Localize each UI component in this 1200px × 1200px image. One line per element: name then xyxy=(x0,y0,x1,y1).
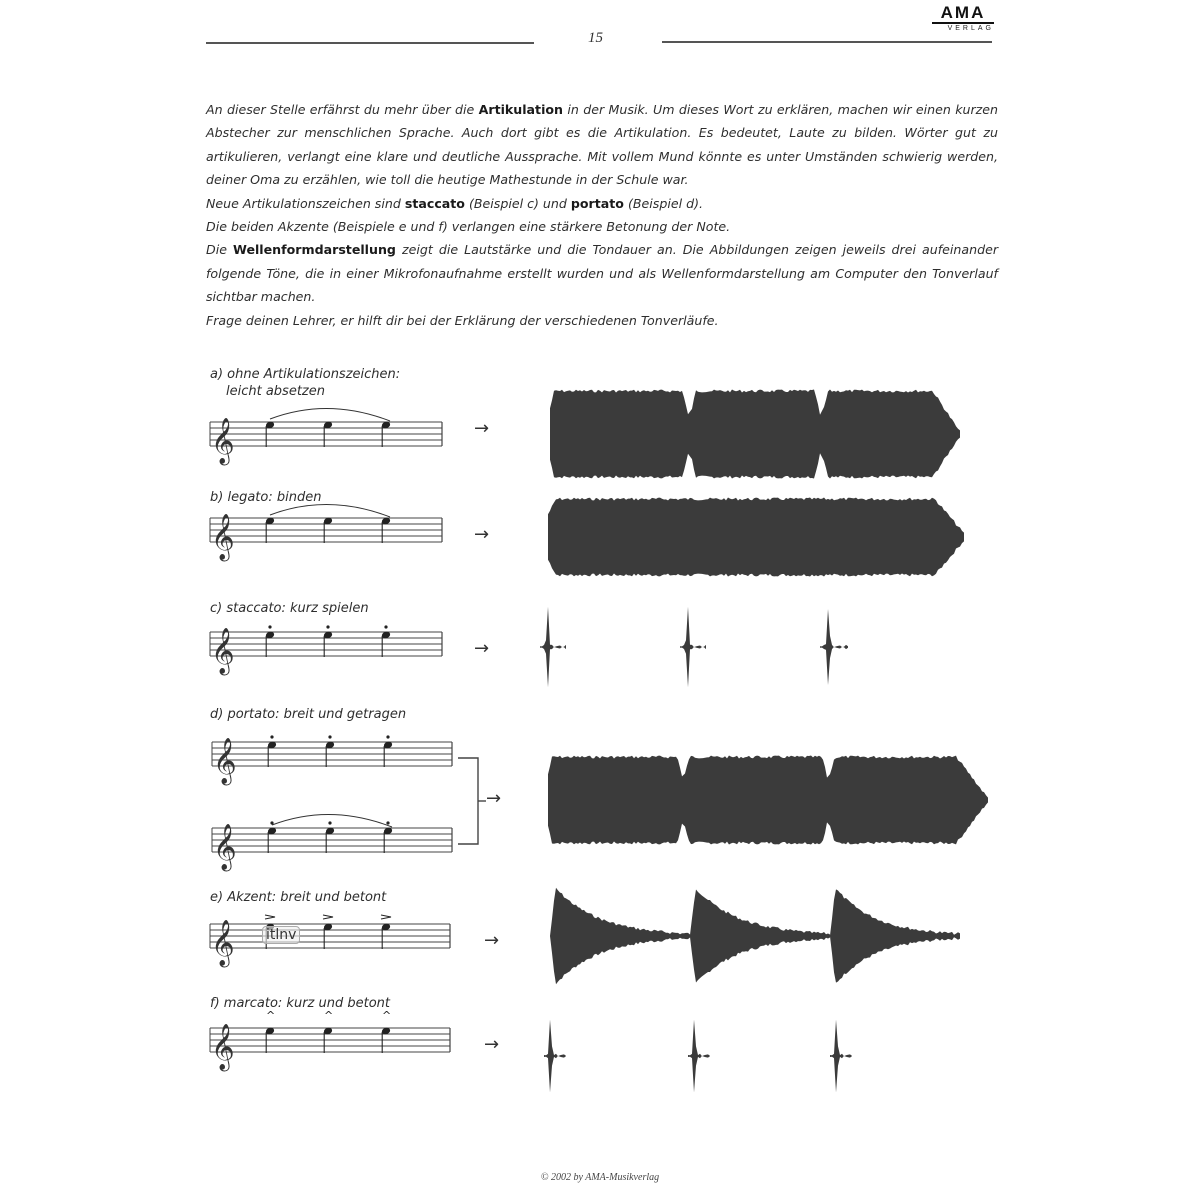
treble-clef-icon: 𝄞 xyxy=(213,824,237,870)
staccato-dot xyxy=(384,625,387,628)
treble-clef-icon: 𝄞 xyxy=(211,628,235,674)
example-a-label: a) ohne Artikulationszeichen: xyxy=(210,367,401,382)
staccato-dot xyxy=(328,821,331,824)
waveform-tone-1 xyxy=(540,607,566,687)
treble-clef-icon: 𝄞 xyxy=(211,418,235,464)
treble-clef-icon: 𝄞 xyxy=(211,920,235,966)
arrow-c: → xyxy=(474,638,490,659)
staff-d1 xyxy=(212,730,460,790)
copyright-footer: © 2002 by AMA-Musikverlag xyxy=(540,1172,660,1183)
waveform-tone-1 xyxy=(544,1020,566,1093)
waveform-legato xyxy=(540,497,970,577)
example-c-label: c) staccato: kurz spielen xyxy=(210,601,369,616)
waveform-tone-2 xyxy=(688,1020,710,1093)
example-f-label: f) marcato: kurz und betont xyxy=(210,996,391,1011)
marcato-mark: ^ xyxy=(324,1009,334,1022)
arrow-a: → xyxy=(474,418,490,439)
slur xyxy=(272,814,392,827)
arrow-d: → xyxy=(486,788,502,809)
intro-text xyxy=(206,98,998,332)
arrow-f: → xyxy=(484,1034,500,1055)
waveform-staccato xyxy=(536,602,966,692)
waveform-tone-3 xyxy=(820,609,848,685)
intro-paragraph-3: Die beiden Akzente (Beispiele e und f) verlangen eine stärkere Betonung der Note. xyxy=(206,219,731,235)
arrow-b: → xyxy=(474,524,490,545)
waveform-tone-3 xyxy=(830,1020,852,1093)
slur xyxy=(270,408,390,421)
waveform-marcato xyxy=(540,1006,970,1106)
logo-text: AMA xyxy=(932,4,994,24)
header-rule-right xyxy=(662,41,992,43)
example-d-label: d) portato: breit und getragen xyxy=(210,707,407,722)
example-b-label: b) legato: binden xyxy=(210,490,322,505)
intro-paragraph-1: An dieser Stelle erfährst du mehr über die Artikulation in der Musik. Um dieses Wort zu erklären, machen wir einen kurzen Abstecher zur menschlichen Sprache. Auch dort gibt es die Artikulation. Es bedeutet, Laute zu bilden. Wörter gut zu artikulieren, verlangt eine klare und deutliche Aussprache. Mit vollem Mund könnte es unter Umständen schwierig werden, deiner Oma zu erzählen, wie toll die heutige Mathestunde in der Schule war. xyxy=(206,102,998,188)
staccato-dot xyxy=(386,735,389,738)
example-e-stamp: itlnv xyxy=(262,926,300,944)
waveform-envelope xyxy=(548,756,988,845)
treble-clef-icon: 𝄞 xyxy=(213,738,237,784)
staccato-dot xyxy=(386,821,389,824)
waveform-accent xyxy=(540,886,970,986)
staccato-dot xyxy=(270,735,273,738)
accent-mark xyxy=(381,915,391,919)
marcato-mark: ^ xyxy=(266,1009,276,1022)
header-rule-left xyxy=(206,42,534,44)
marcato-mark: ^ xyxy=(382,1009,392,1022)
staff-c xyxy=(210,620,450,680)
waveform-envelope xyxy=(550,390,960,479)
staff-f xyxy=(210,1009,458,1076)
staff-e xyxy=(210,912,458,972)
treble-clef-icon: 𝄞 xyxy=(211,1024,235,1070)
intro-paragraph-2: Neue Artikulationszeichen sind staccato (Beispiel c) und portato (Beispiel d). xyxy=(206,195,703,211)
waveform-envelope xyxy=(550,888,960,985)
waveform-envelope xyxy=(548,498,964,577)
staccato-dot xyxy=(268,625,271,628)
page-number: 15 xyxy=(588,30,603,46)
slur xyxy=(270,504,390,517)
waveform-portato xyxy=(538,755,998,845)
treble-clef-icon: 𝄞 xyxy=(211,514,235,560)
staff-b xyxy=(210,506,450,566)
intro-paragraph-5: Frage deinen Lehrer, er hilft dir bei der Erklärung der verschiedenen Tonverläufe. xyxy=(206,312,719,328)
accent-mark xyxy=(265,915,275,919)
arrow-e: → xyxy=(484,930,500,951)
example-a-sublabel: leicht absetzen xyxy=(226,384,325,399)
waveform-tone-2 xyxy=(680,607,706,687)
example-e-label: e) Akzent: breit und betont xyxy=(210,890,387,905)
accent-mark xyxy=(323,915,333,919)
publisher-logo xyxy=(932,4,994,34)
staccato-dot xyxy=(326,625,329,628)
staff-d2 xyxy=(212,816,460,876)
staff-a xyxy=(210,410,450,470)
intro-paragraph-4: Die Wellenformdarstellung zeigt die Lautstärke und die Tondauer an. Die Abbildungen zeigen jeweils drei aufeinander folgende Töne, die in einer Mikrofonaufnahme erstellt wurden und als Wellenformdarstellung am Computer den Tonverlauf sichtbar machen. xyxy=(206,242,998,305)
logo-subtext: VERLAG xyxy=(947,25,994,32)
staccato-dot xyxy=(328,735,331,738)
waveform-detached xyxy=(540,389,970,479)
